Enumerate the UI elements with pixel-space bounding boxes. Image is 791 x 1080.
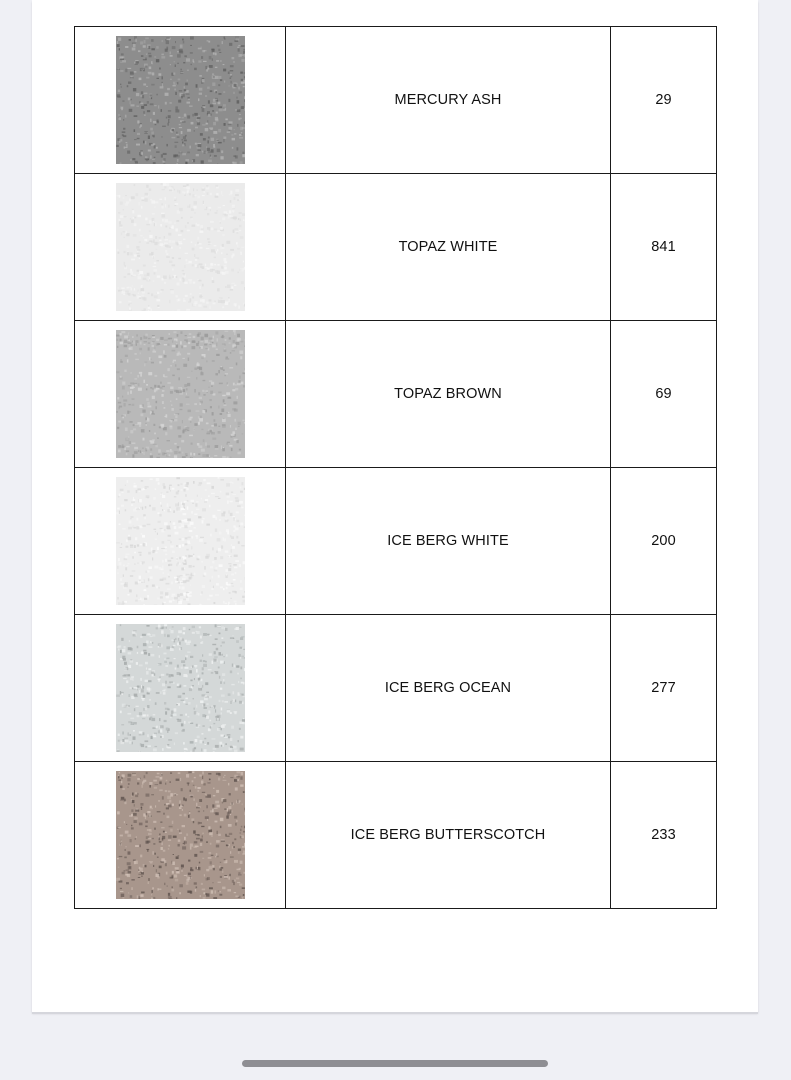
tile-image-cell <box>75 321 286 468</box>
tile-quantity: 233 <box>611 762 717 909</box>
tile-swatch-image <box>116 36 245 164</box>
tile-quantity: 200 <box>611 468 717 615</box>
page-edge-divider <box>32 1012 758 1014</box>
table-row <box>75 468 717 615</box>
table-row <box>75 27 717 174</box>
table-row <box>75 762 717 909</box>
tile-quantity: 277 <box>611 615 717 762</box>
tile-name: ICE BERG BUTTERSCOTCH <box>286 762 611 909</box>
tile-image-cell <box>75 762 286 909</box>
tile-name: TOPAZ WHITE <box>286 174 611 321</box>
table-row <box>75 174 717 321</box>
table-row <box>75 321 717 468</box>
tile-name: ICE BERG WHITE <box>286 468 611 615</box>
tile-swatch-image <box>116 624 245 752</box>
tile-image-cell <box>75 468 286 615</box>
tile-name: ICE BERG OCEAN <box>286 615 611 762</box>
tile-image-cell <box>75 174 286 321</box>
tile-name: MERCURY ASH <box>286 27 611 174</box>
tile-swatch-image <box>116 771 245 899</box>
tile-name: TOPAZ BROWN <box>286 321 611 468</box>
tile-quantity: 841 <box>611 174 717 321</box>
tile-swatch-image <box>116 183 245 311</box>
tile-image-cell <box>75 27 286 174</box>
home-indicator[interactable] <box>242 1060 548 1067</box>
tile-quantity: 69 <box>611 321 717 468</box>
tile-quantity: 29 <box>611 27 717 174</box>
document-page <box>32 0 758 1012</box>
tile-swatch-image <box>116 330 245 458</box>
table-row <box>75 615 717 762</box>
tile-image-cell <box>75 615 286 762</box>
tile-swatch-image <box>116 477 245 605</box>
tile-stock-table <box>74 26 717 909</box>
